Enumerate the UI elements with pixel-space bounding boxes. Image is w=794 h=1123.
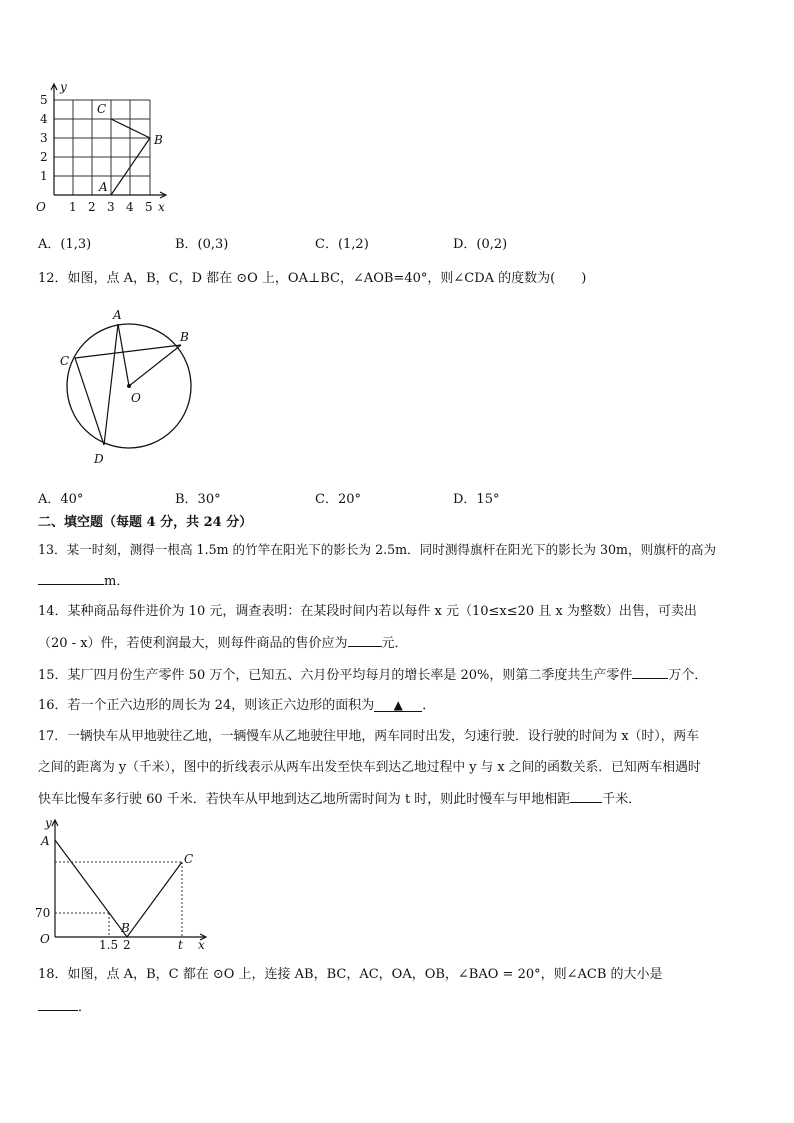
q11-y-axis-label: y bbox=[60, 80, 67, 94]
q11-origin-label: O bbox=[36, 200, 46, 214]
q18-line2 bbox=[38, 998, 91, 1017]
q18-answer-blank[interactable] bbox=[38, 998, 78, 1011]
q12-circle-figure bbox=[55, 303, 205, 468]
q14-line2-text: （20 - x）件，若使利润最大，则每件商品的售价应为 bbox=[38, 636, 348, 651]
q12-stem: 12．如图，点 A，B，C，D 都在 ⊙O 上，OA⊥BC，∠AOB=40°，则∠CDA 的度数为( ) bbox=[38, 271, 587, 286]
q17-unit: 千米． bbox=[602, 792, 642, 807]
q18-end: ． bbox=[78, 1000, 92, 1015]
q16-text: 16．若一个正六边形的周长为 24，则该正六边形的面积为 bbox=[38, 698, 375, 713]
q11-grid-figure bbox=[30, 80, 180, 215]
q12-point-a-label: A bbox=[113, 308, 122, 322]
q11-option-d[interactable]: D．(0,2) bbox=[453, 237, 508, 252]
q11-x-tick: 1 bbox=[69, 200, 77, 214]
q12-option-a[interactable]: A．40° bbox=[38, 492, 84, 507]
q17-y-value-70: 70 bbox=[35, 906, 51, 920]
q11-point-c-label: C bbox=[97, 102, 107, 116]
q16-end: ． bbox=[422, 698, 436, 713]
q15-text: 15．某厂四月份生产零件 50 万个，已知五、六月份平均每月的增长率是 20%，则第二季度共生产零件 bbox=[38, 668, 633, 683]
q11-option-b[interactable]: B．(0,3) bbox=[175, 237, 229, 252]
q17-line2: 之间的距离为 y（千米），图中的折线表示从两车出发至快车到达乙地过程中 y 与 x 之间的函数关系．已知两车相遇时 bbox=[38, 760, 701, 775]
q17-answer-blank[interactable] bbox=[570, 790, 602, 803]
q18-line1: 18．如图，点 A，B，C 都在 ⊙O 上，连接 AB，BC，AC，OA，OB，∠BAO = 20°，则∠ACB 的大小是 bbox=[38, 967, 663, 982]
q16-blank-triangle: ▲ bbox=[393, 698, 403, 712]
q17-y-axis-label: y bbox=[45, 816, 52, 830]
q11-option-a[interactable]: A．(1,3) bbox=[38, 237, 92, 252]
q16-answer-blank[interactable] bbox=[374, 699, 422, 712]
q11-point-a-label: A bbox=[99, 180, 108, 194]
q11-x-tick: 5 bbox=[145, 200, 153, 214]
q17-point-a-label: A bbox=[41, 834, 50, 848]
q17-origin-label: O bbox=[40, 932, 50, 946]
q14-answer-blank[interactable] bbox=[348, 634, 382, 647]
q14-line2 bbox=[38, 634, 408, 653]
q17-x-value-t: t bbox=[178, 938, 183, 950]
q17-x-axis-label: x bbox=[198, 938, 205, 950]
q12-point-b-label: B bbox=[180, 330, 189, 344]
q17-point-b-label: B bbox=[121, 921, 130, 935]
q11-x-tick: 4 bbox=[126, 200, 134, 214]
q11-y-tick: 3 bbox=[40, 131, 48, 145]
q11-option-c[interactable]: C．(1,2) bbox=[315, 237, 369, 252]
q13-answer-blank[interactable] bbox=[38, 572, 104, 585]
q16-line bbox=[38, 697, 435, 715]
section-fill-in-title: 二、填空题（每题 4 分，共 24 分） bbox=[38, 515, 253, 530]
q17-line3-text: 快车比慢车多行驶 60 千米．若快车从甲地到达乙地所需时间为 t 时，则此时慢车与甲地相距 bbox=[38, 792, 571, 807]
q17-line3 bbox=[38, 790, 641, 809]
q12-option-b[interactable]: B．30° bbox=[175, 492, 221, 507]
q12-center-o-label: O bbox=[131, 391, 141, 405]
q11-y-tick: 2 bbox=[40, 150, 48, 164]
q13-unit: m． bbox=[104, 574, 130, 589]
q11-y-tick: 1 bbox=[40, 169, 48, 183]
q12-option-d[interactable]: D．15° bbox=[453, 492, 500, 507]
q17-x-value-2: 2 bbox=[123, 938, 131, 950]
q11-x-axis-label: x bbox=[158, 200, 165, 214]
q11-y-tick: 4 bbox=[40, 112, 48, 126]
q17-point-c-label: C bbox=[184, 852, 194, 866]
q15-line bbox=[38, 666, 707, 685]
q11-x-tick: 3 bbox=[107, 200, 115, 214]
q11-x-tick: 2 bbox=[88, 200, 96, 214]
q15-unit: 万个． bbox=[668, 668, 708, 683]
q14-unit: 元． bbox=[381, 636, 408, 651]
q17-x-value-1-5: 1.5 bbox=[99, 938, 119, 950]
q11-point-b-label: B bbox=[154, 133, 163, 147]
q14-line1: 14．某种商品每件进价为 10 元，调查表明：在某段时间内若以每件 x 元（10≤x≤20 且 x 为整数）出售，可卖出 bbox=[38, 604, 697, 619]
q12-option-c[interactable]: C．20° bbox=[315, 492, 361, 507]
q17-graph-figure bbox=[35, 815, 215, 950]
q13-line1: 13．某一时刻，测得一根高 1.5m 的竹竿在阳光下的影长为 2.5m．同时测得旗杆在阳光下的影长为 30m，则旗杆的高为 bbox=[38, 542, 717, 557]
q12-point-c-label: C bbox=[60, 354, 70, 368]
q17-line1: 17．一辆快车从甲地驶往乙地，一辆慢车从乙地驶往甲地，两车同时出发，匀速行驶．设行驶的时间为 x（时），两车 bbox=[38, 729, 700, 744]
q11-y-tick: 5 bbox=[40, 93, 48, 107]
q15-answer-blank[interactable] bbox=[632, 666, 668, 679]
q12-point-d-label: D bbox=[94, 452, 104, 466]
q13-line2 bbox=[38, 572, 129, 591]
